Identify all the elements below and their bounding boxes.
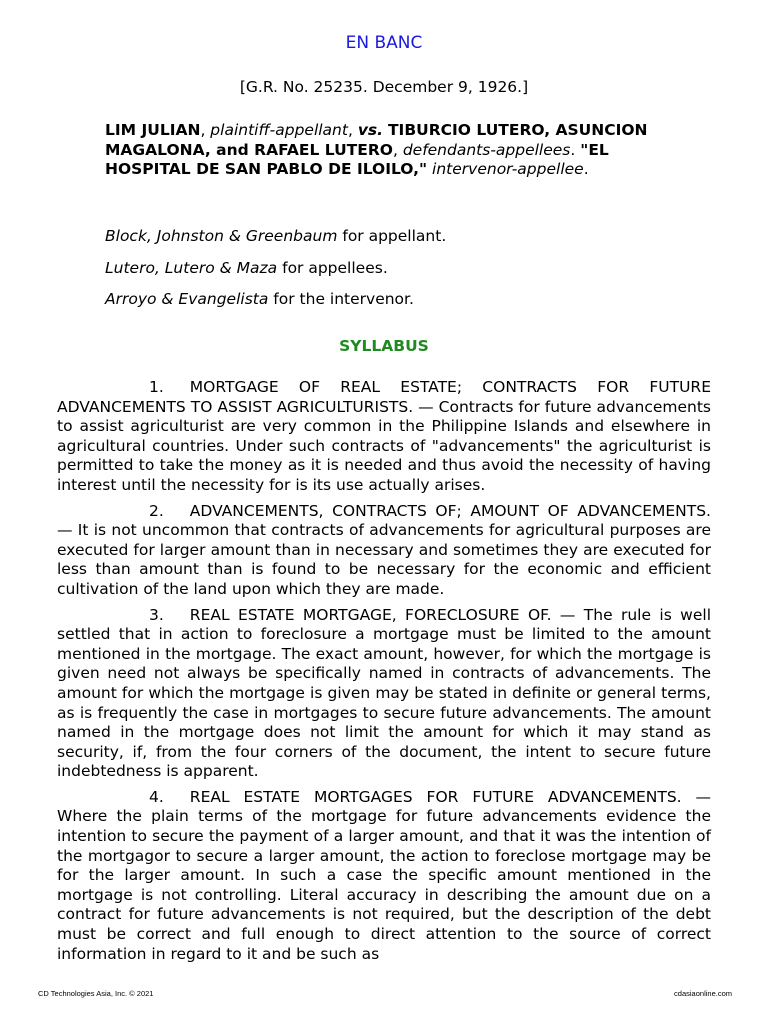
syllabus-item [57,378,711,496]
defendants-names: TIBURCIO LUTERO, ASUNCION MAGALONA, and RAFAEL LUTERO [105,121,648,159]
item-text: REAL ESTATE MORTGAGES FOR FUTURE ADVANCEMENTS. — Where the plain terms of the mortgage for future advancements evidence the intention to secure the payment of a larger amount, and that it was the intention of the mortgagor to secure a larger amount, the action to foreclose mortgage may be for the larger amount. In such a case the specific amount mentioned in the mortgage is not controlling. Literal accuracy in describing the amount due on a contract for future advancements is not required, but the description of the debt must be correct and full enough to direct attention to the source of correct information in regard to it and be such as [57,787,711,963]
case-number: [G.R. No. 25235. December 9, 1926.] [239,78,529,96]
counsel-firm: Block, Johnston & Greenbaum [105,227,338,245]
intervenor-name: "EL HOSPITAL DE SAN PABLO DE ILOILO," [105,140,609,178]
item-text: ADVANCEMENTS, CONTRACTS OF; AMOUNT OF ADVANCEMENTS. — It is not uncommon that contracts of advancements for agricultural purposes are executed for larger amount than in necessary and sometimes they are executed for less than amount than is found to be necessary for the economic and efficient cultivation of the land upon which they are made. [57,501,711,598]
item-number: 3. [149,605,164,624]
counsel-for: for the intervenor. [273,290,414,308]
counsel-line [105,290,414,309]
syllabus-item [57,502,711,600]
syllabus-item [57,788,711,964]
item-text: REAL ESTATE MORTGAGE, FORECLOSURE OF. — The rule is well settled that in action to foreclosure a mortgage must be limited to the amount mentioned in the mortgage. The exact amount, however, for which the mortgage is given need not always be specifically named in contracts of advancements. The amount for which the mortgage is given may be stated in definite or general terms, as is frequently the case in mortgages to secure future advancements. The amount named in the mortgage does not limit the amount for which it may stand as security, if, from the four corners of the document, the intent to secure future indebtedness is apparent. [57,605,711,781]
intervenor-role: intervenor-appellee [432,160,584,178]
plaintiff-role: plaintiff-appellant [210,121,348,139]
footer-copyright: CD Technologies Asia, Inc. © 2021 [38,989,154,998]
counsel-for: for appellees. [282,259,388,277]
item-number: 1. [149,378,164,396]
counsel-for: for appellant. [342,227,447,245]
footer-site-link[interactable]: cdasiaonline.com [674,989,732,998]
counsel-line [105,227,446,246]
versus: vs. [357,121,384,139]
syllabus-heading: SYLLABUS [339,337,429,355]
defendants-role: defendants-appellees [402,140,571,159]
syllabus-item [57,606,711,782]
plaintiff-name: LIM JULIAN [105,121,201,139]
counsel-firm: Arroyo & Evangelista [105,290,269,308]
counsel-firm: Lutero, Lutero & Maza [105,259,278,277]
syllabus-list [57,378,711,970]
item-number: 4. [149,787,164,806]
item-number: 2. [149,501,164,520]
item-text: MORTGAGE OF REAL ESTATE; CONTRACTS FOR FUTURE ADVANCEMENTS TO ASSIST AGRICULTURISTS. — Contracts for future advancements to assist agriculturist are very common in the Philippine Islands and elsewhere in agricultural countries. Under such contracts of "advancements" the agriculturist is permitted to take the money as it is needed and thus avoid the necessity of having interest until the necessity for is its use actually arises. [57,378,711,494]
case-parties: LIM JULIAN, plaintiff-appellant, vs. TIBURCIO LUTERO, ASUNCION MAGALONA, and RAFAEL LUTERO, defendants-appellees. "EL HOSPITAL DE SAN PABLO DE ILOILO," intervenor-appellee. [105,121,648,178]
counsel-line [105,259,388,278]
court-division: EN BANC [345,33,423,53]
